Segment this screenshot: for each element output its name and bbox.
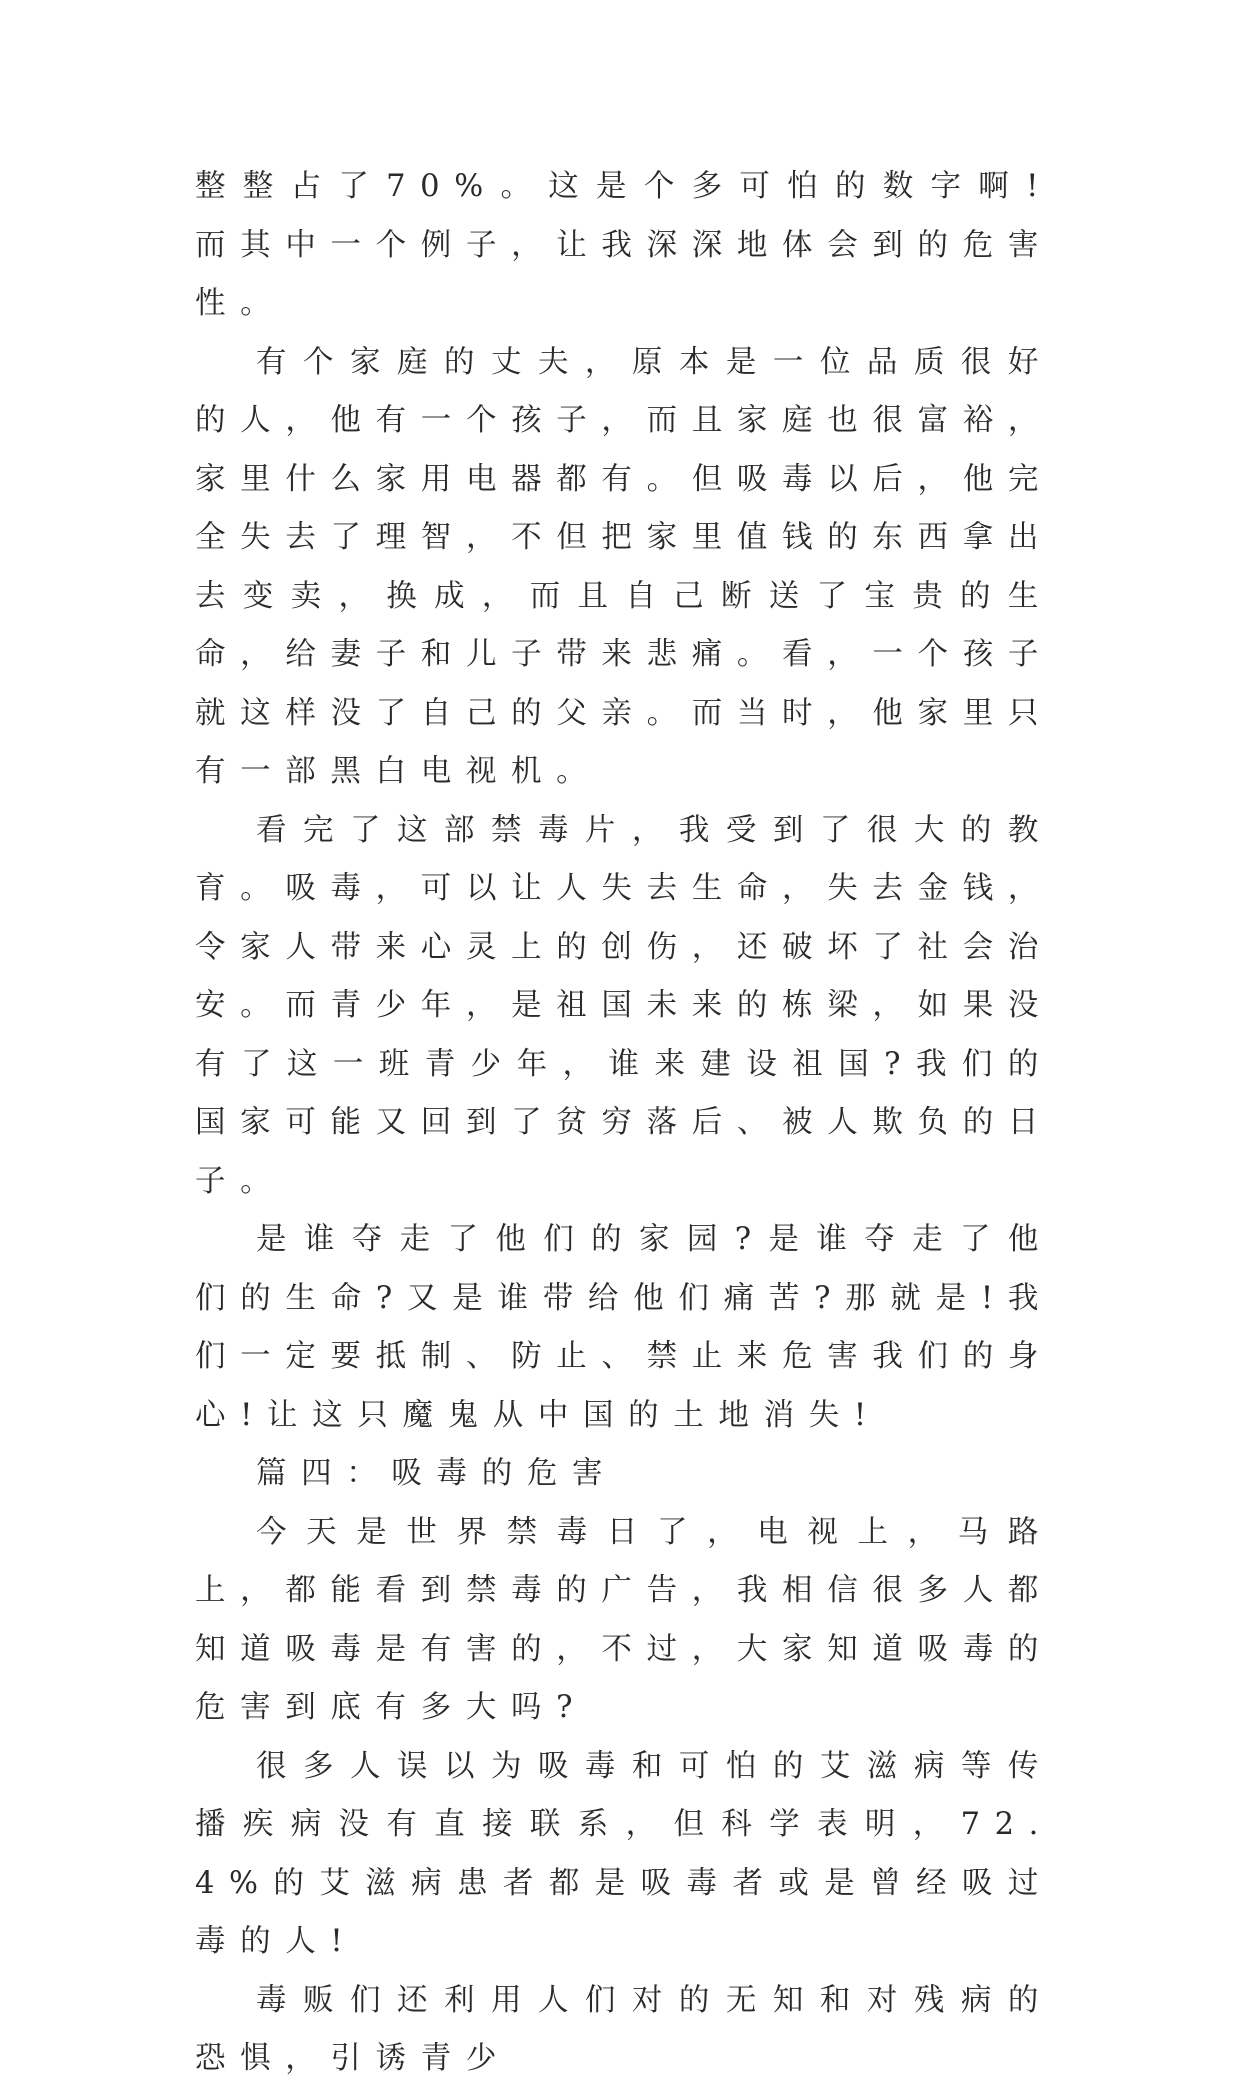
document-body [195, 158, 1053, 2089]
paragraph-last: 毒贩们还利用人们对的无知和对残病的恐惧，引诱青少 [195, 1982, 1053, 2076]
paragraph: 看完了这部禁毒片，我受到了很大的教育。吸毒，可以让人失去生命，失去金钱，令家人带来心灵上的创伤，还破坏了社会治安。而青少年，是祖国未来的栋梁，如果没有了这一班青少年，谁来建设祖国?我们的国家可能又回到了贫穷落后、被人欺负的日子。 [195, 812, 1053, 1199]
paragraph: 很多人误以为吸毒和可怕的艾滋病等传播疾病没有直接联系，但科学表明，72.4%的艾滋病患者都是吸毒者或是曾经吸过毒的人! [195, 1748, 1053, 1959]
section-heading: 篇四：吸毒的危害 [256, 1456, 618, 1491]
paragraph: 有个家庭的丈夫，原本是一位品质很好的人，他有一个孩子，而且家庭也很富裕，家里什么家用电器都有。但吸毒以后，他完全失去了理智，不但把家里值钱的东西拿出去变卖，换成，而且自己断送了宝贵的生命，给妻子和儿子带来悲痛。看，一个孩子就这样没了自己的父亲。而当时，他家里只有一部黑白电视机。 [195, 344, 1053, 789]
paragraph-continuation: 整整占了70%。这是个多可怕的数字啊!而其中一个例子，让我深深地体会到的危害性。 [195, 169, 1053, 321]
paragraph: 今天是世界禁毒日了，电视上，马路上，都能看到禁毒的广告，我相信很多人都知道吸毒是有害的，不过，大家知道吸毒的危害到底有多大吗? [195, 1514, 1053, 1725]
paragraph: 是谁夺走了他们的家园?是谁夺走了他们的生命?又是谁带给他们痛苦?那就是!我们一定要抵制、防止、禁止来危害我们的身心!让这只魔鬼从中国的土地消失! [195, 1222, 1053, 1433]
